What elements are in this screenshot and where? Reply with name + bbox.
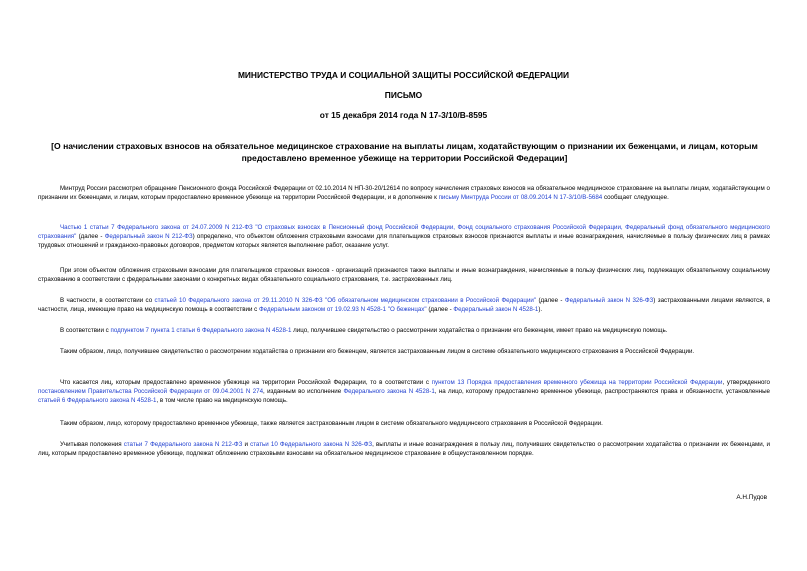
text: сообщает следующее. [602, 194, 669, 202]
text: , выплаты и иные вознаграждения в пользу лиц, получивших свидетельство о рассмотрении ходатайства о признании их беженцами, и лиц, которым предоставлено временное убежище, подлежат обложению страховыми взносами на обязательное медицинское страхование в общеустановленном порядке. [38, 441, 771, 458]
link-law-326[interactable]: Федеральный закон N 326-ФЗ [564, 297, 654, 304]
text: , утвержденного [722, 379, 770, 386]
text: лицо, получившее свидетельство о рассмотрении ходатайства о признании его беженцем, имеет право на медицинскую помощь. [291, 327, 668, 334]
text: , на лицо, которому предоставлено временное убежище, распространяются права и обязанности, установленные [434, 388, 770, 396]
text: Таким образом, лицо, которому предоставлено временное убежище, также является застрахованным лицом в системе обязательного медицинского страхования в Российской Федерации. [60, 420, 603, 427]
link-law-4528-refugees[interactable]: Федеральным законом от 19.02.93 N 4528-1 "О беженцах" [258, 306, 427, 314]
text: В частности, в соответствии со [60, 297, 155, 304]
paragraph-2 [38, 223, 770, 251]
paragraph-3 [38, 266, 770, 284]
text: и [242, 441, 251, 448]
link-government-decree-274[interactable]: постановлением Правительства Российской Федерации от 09.04.2001 N 274 [38, 388, 264, 396]
link-law-326-article-10[interactable]: статьи 10 Федерального закона N 326-ФЗ [250, 441, 373, 448]
text: Таким образом, лицо, получившее свидетельство о рассмотрении ходатайства о признании его беженцем, является застрахованным лицом в системе обязательного медицинского страхования в Российской Федерации. [60, 348, 695, 355]
link-law-212-article-7[interactable]: Частью 1 статьи 7 Федерального закона от 24.07.2009 N 212-ФЗ "О страховых взносах в Пенсионный фонд Российской Федерации, Фонд социального страхования Российской Федерации, Федеральный фонд обязательного медицинского страхования" [38, 224, 770, 241]
link-asylum-procedure-item-13[interactable]: пунктом 13 Порядка предоставления временного убежища на территории Российской Федерации [431, 379, 723, 386]
text: , изданным во исполнение [263, 388, 344, 396]
paragraph-9 [38, 440, 770, 458]
link-law-4528-article-6[interactable]: статьей 6 Федерального закона N 4528-1 [38, 397, 157, 405]
link-law-4528[interactable]: Федеральный закон N 4528-1 [453, 306, 539, 314]
document-type: ПИСЬМО [384, 90, 423, 100]
text: ) определено, что объектом обложения страховыми взносами для плательщиков страховых взносов признаются выплаты и иные вознаграждения, начисляемые в пользу физических лиц в рамках трудовых отношений и гражданско-правовых договоров, предметом которых является выполнение работ, оказание услуг. [38, 233, 770, 250]
text: В соответствии с [60, 327, 111, 334]
text: (далее - [76, 233, 105, 241]
link-law-212[interactable]: Федеральный закон N 212-ФЗ [104, 233, 193, 241]
paragraph-8 [38, 419, 770, 428]
text: Учитывая положения [60, 441, 124, 448]
link-law-4528[interactable]: Федерального закона N 4528-1 [343, 388, 435, 396]
paragraph-1 [38, 184, 770, 202]
text: ). [538, 306, 543, 314]
paragraph-6 [38, 347, 770, 356]
ministry-name: МИНИСТЕРСТВО ТРУДА И СОЦИАЛЬНОЙ ЗАЩИТЫ РОССИЙСКОЙ ФЕДЕРАЦИИ [237, 70, 570, 80]
text: Что касается лиц, которым предоставлено временное убежище на территории Российской Федерации, то в соответствии с [60, 379, 432, 386]
link-letter-mintrud[interactable]: письму Минтруда России от 08.09.2014 N 17-3/10/В-5684 [438, 194, 603, 202]
paragraph-7 [38, 378, 770, 406]
link-law-212-article-7[interactable]: статьи 7 Федерального закона N 212-ФЗ [123, 441, 243, 448]
link-law-4528-article-6[interactable]: подпунктом 7 пункта 1 статьи 6 Федерального закона N 4528-1 [110, 327, 292, 334]
paragraph-5 [38, 326, 770, 335]
text: (далее - [536, 297, 565, 304]
text: ) застрахованными лицами являются, в частности, лица, имеющие право на медицинскую помощь в соответствии с [38, 297, 770, 314]
text: Минтруд России рассмотрел обращение Пенсионного фонда Российской Федерации от 02.10.2014 N НП-30-20/12614 по вопросу начисления страховых взносов на обязательное медицинское страхование на выплаты лицам, ходатайствующим о признании их беженцами, и лицам, которым предоставлено временное убежище на территории Российской Федерации, и в дополнение к [38, 185, 770, 202]
paragraph-4 [38, 296, 770, 314]
document-title: [О начислении страховых взносов на обязательное медицинское страхование на выплаты лицам, ходатайствующим о признании их беженцами, и лицам, которым предоставлено временное убежище на территории Российской Федерации] [51, 141, 758, 163]
document-date-number: от 15 декабря 2014 года N 17-3/10/В-8595 [319, 110, 488, 120]
signature: А.Н.Пудов [736, 494, 767, 501]
text: , в том числе право на медицинскую помощь. [156, 397, 288, 405]
link-law-326-article-10[interactable]: статьей 10 Федерального закона от 29.11.2010 N 326-ФЗ "Об обязательном медицинском страховании в Российской Федерации" [154, 297, 537, 304]
text: (далее - [426, 306, 454, 314]
text: При этом объектом обложения страховыми взносами для плательщиков страховых взносов - организаций признаются также выплаты и иные вознаграждения, начисляемые в пользу физических лиц, подлежащих обязательному социальному страхованию в соответствии с федеральными законами о конкретных видах обязательного социального страхования, т.е. застрахованных лиц. [38, 267, 770, 284]
